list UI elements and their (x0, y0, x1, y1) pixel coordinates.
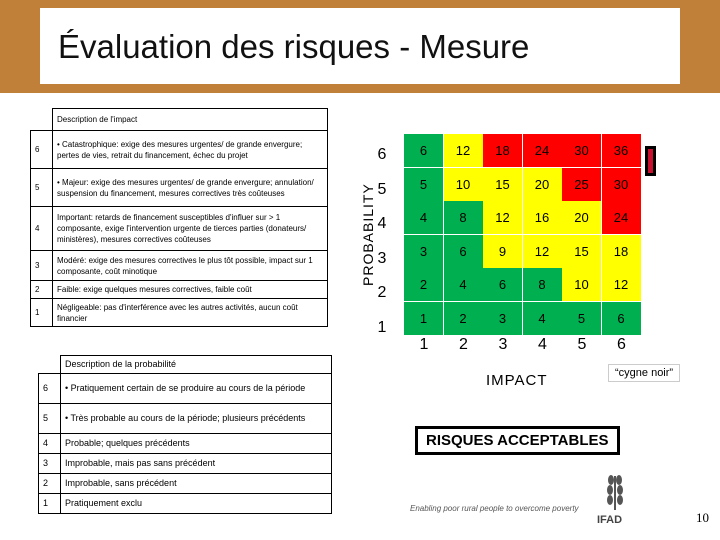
probability-level: 3 (39, 454, 61, 474)
impact-description: Faible: exige quelques mesures correctives, faible coût (53, 281, 328, 299)
risk-cell: 3 (404, 235, 443, 268)
impact-description: Négligeable: pas d'interférence avec les autres activités, aucun coût financier (53, 299, 328, 327)
risk-cell: 20 (523, 168, 562, 201)
impact-row (31, 131, 328, 169)
probability-header-blank (39, 356, 61, 374)
risk-cell: 2 (404, 268, 443, 301)
risk-cell: 24 (602, 201, 641, 234)
impact-header-blank (31, 109, 53, 131)
impact-tick-label: 6 (617, 336, 626, 353)
risk-cell: 4 (404, 201, 443, 234)
probability-level: 2 (39, 474, 61, 494)
impact-table-header-row (31, 109, 328, 131)
acceptable-risks-label: RISQUES ACCEPTABLES (415, 426, 620, 455)
risk-cell: 5 (562, 302, 601, 335)
probability-description: Probable; quelques précédents (61, 434, 332, 454)
impact-description: Important: retards de financement susceptibles d'influer sur > 1 composante, exige l'intervention urgente de tierces parties (donateurs/ ministères), mesures correctives coûteuses (53, 207, 328, 251)
probability-level: 6 (39, 374, 61, 404)
impact-level: 1 (31, 299, 53, 327)
risk-cell: 24 (523, 134, 562, 167)
probability-axis-label: PROBABILITY (360, 183, 376, 286)
risk-cell: 1 (404, 302, 443, 335)
probability-tick-label: 4 (377, 215, 387, 232)
probability-description: Pratiquement exclu (61, 494, 332, 514)
impact-description: • Majeur: exige des mesures urgentes/ de grande envergure; annulation/ suspension du financement, mesures correctives très coûteuses (53, 169, 328, 207)
risk-cell: 6 (483, 268, 522, 301)
page-number: 10 (696, 510, 709, 525)
probability-row (39, 404, 332, 434)
impact-tick-label: 5 (577, 336, 587, 353)
probability-level: 1 (39, 494, 61, 514)
risk-cell: 2 (444, 302, 483, 335)
impact-tick-label: 2 (459, 336, 468, 353)
probability-table-header: Description de la probabilité (61, 356, 332, 374)
impact-tick-label: 1 (419, 336, 429, 353)
probability-level: 5 (39, 404, 61, 434)
impact-level: 5 (31, 169, 53, 207)
risk-cell: 30 (602, 168, 641, 201)
risk-cell: 18 (602, 235, 641, 268)
risk-cell: 6 (444, 235, 483, 268)
risk-cell: 4 (523, 302, 562, 335)
impact-tick-label: 4 (538, 336, 547, 353)
risk-cell: 12 (483, 201, 522, 234)
probability-description: Improbable, sans précédent (61, 474, 332, 494)
impact-description-table (30, 108, 328, 327)
risk-cell: 16 (523, 201, 562, 234)
risk-cell: 12 (444, 134, 483, 167)
probability-level: 4 (39, 434, 61, 454)
probability-row (39, 434, 332, 454)
risk-cell: 15 (562, 235, 601, 268)
impact-description: • Catastrophique: exige des mesures urgentes/ de grande envergure; pertes de vies, retrait du financement, échec du projet (53, 131, 328, 169)
probability-description: • Très probable au cours de la période; plusieurs précédents (61, 404, 332, 434)
impact-level: 2 (31, 281, 53, 299)
probability-table-header-row (39, 356, 332, 374)
risk-cell: 20 (562, 201, 601, 234)
risk-cell: 8 (444, 201, 483, 234)
impact-table-header: Description de l'impact (53, 109, 328, 131)
probability-row (39, 474, 332, 494)
risk-cell: 18 (483, 134, 522, 167)
risk-cell: 6 (602, 302, 641, 335)
risk-cell: 3 (483, 302, 522, 335)
probability-tick-label: 5 (377, 180, 387, 198)
probability-description: • Pratiquement certain de se produire au cours de la période (61, 374, 332, 404)
probability-tick-label: 3 (377, 249, 387, 267)
risk-cell: 15 (483, 168, 522, 201)
probability-row (39, 454, 332, 474)
probability-tick-label: 6 (377, 146, 387, 163)
impact-level: 4 (31, 207, 53, 251)
risk-cell: 30 (562, 134, 601, 167)
black-swan-marker (645, 146, 656, 176)
impact-row (31, 207, 328, 251)
impact-level: 6 (31, 131, 53, 169)
probability-tick-label: 1 (377, 318, 387, 336)
ifad-logo-text: IFAD (597, 514, 623, 526)
risk-cell: 12 (602, 268, 641, 301)
impact-row (31, 169, 328, 207)
risk-cell: 4 (444, 268, 483, 301)
impact-row (31, 281, 328, 299)
impact-row (31, 251, 328, 281)
risk-cell: 10 (444, 168, 483, 201)
impact-axis-label: IMPACT (486, 372, 548, 389)
impact-description: Modéré: exige des mesures correctives le plus tôt possible, impact sur 1 composante, coût minotique (53, 251, 328, 281)
impact-tick-label: 3 (498, 336, 508, 353)
footer-tagline: Enabling poor rural people to overcome poverty (410, 504, 579, 513)
risk-cell: 6 (404, 134, 443, 167)
impact-level: 3 (31, 251, 53, 281)
probability-row (39, 374, 332, 404)
probability-tick-label: 2 (377, 284, 387, 301)
impact-row (31, 299, 328, 327)
risk-cell: 10 (562, 268, 601, 301)
risk-cell: 36 (602, 134, 641, 167)
risk-cell: 9 (483, 235, 522, 268)
black-swan-callout: “cygne noir” (608, 364, 680, 382)
slide-title: Évaluation des risques - Mesure (58, 28, 530, 65)
risk-cell: 25 (562, 168, 601, 201)
probability-description: Improbable, mais pas sans précédent (61, 454, 332, 474)
probability-description-table (38, 355, 332, 514)
risk-cell: 5 (404, 168, 443, 201)
risk-cell: 12 (523, 235, 562, 268)
probability-row (39, 494, 332, 514)
risk-cell: 8 (523, 268, 562, 301)
